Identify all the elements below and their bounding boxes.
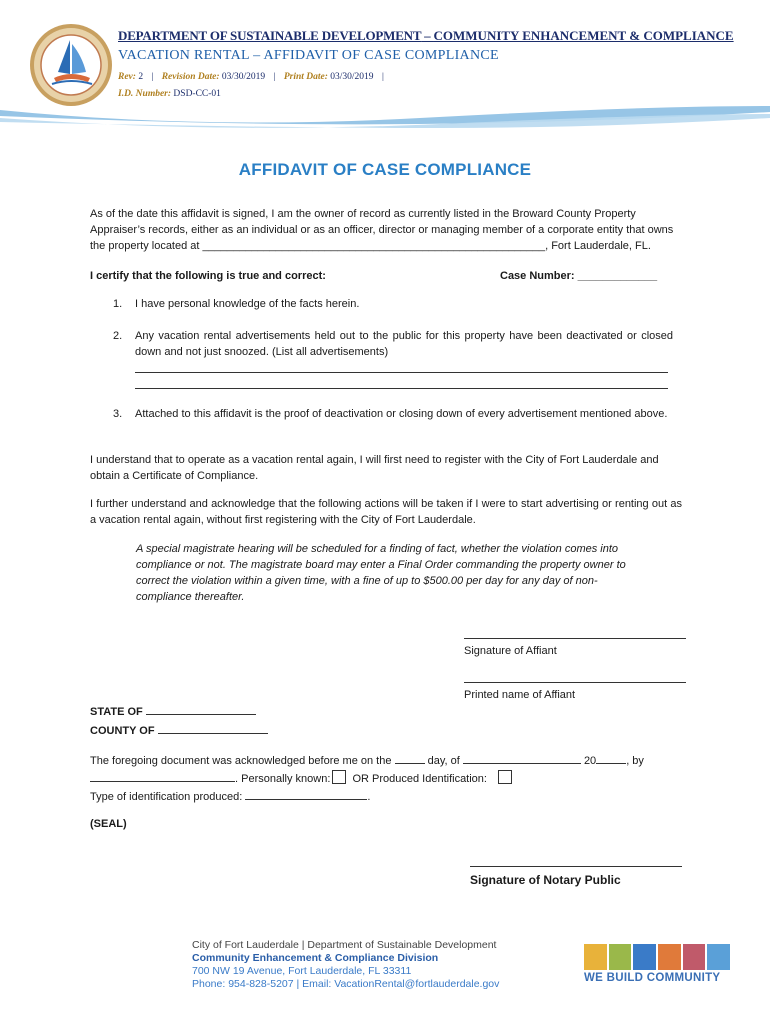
advertisement-line[interactable] <box>135 388 668 389</box>
ack-text: OR Produced Identification: <box>352 773 487 785</box>
affiant-signature-block <box>464 638 686 657</box>
id-type-label: Type of identification produced: <box>90 791 243 803</box>
certify-statement: I certify that the following is true and correct: <box>90 270 326 282</box>
print-date-label: Print Date: <box>283 72 328 82</box>
revision-date-value: 03/30/2019 <box>221 72 266 82</box>
separator: | <box>151 72 154 82</box>
affiant-printed-name-line[interactable] <box>464 682 686 683</box>
rev-value: 2 <box>138 72 144 82</box>
affiant-printed-name-block <box>464 682 686 701</box>
owner-statement: As of the date this affidavit is signed, I am the owner of record as currently listed in the Broward County Property Appraiser’s records, either as an individual or as an officer, director or managing member of a corporate entity that owns the property located at ________________________________________________________, Fort Lauderdale, FL. <box>90 208 674 252</box>
document-title: VACATION RENTAL – AFFIDAVIT OF CASE COMPLIANCE <box>118 48 499 63</box>
affiant-signature-label: Signature of Affiant <box>464 645 557 657</box>
ack-row-1 <box>90 752 690 770</box>
footer-contact <box>192 939 552 991</box>
state-field[interactable] <box>146 703 256 715</box>
notary-signature-line[interactable] <box>470 866 682 867</box>
header-text <box>118 28 758 99</box>
item-number: 2. <box>113 330 123 342</box>
id-label: I.D. Number: <box>118 89 172 99</box>
we-build-community-logo <box>584 944 730 986</box>
ack-text: day, of <box>427 755 460 767</box>
department-name: DEPARTMENT OF SUSTAINABLE DEVELOPMENT <box>118 28 422 43</box>
rev-label: Rev: <box>118 72 136 82</box>
affiant-printed-name-label: Printed name of Affiant <box>464 689 576 701</box>
case-number-field[interactable]: Case Number: _____________ <box>500 270 658 282</box>
revision-date-label: Revision Date: <box>161 72 220 82</box>
brand-tile-icon <box>609 944 632 970</box>
affiant-signature-line[interactable] <box>464 638 686 639</box>
acknowledge-statement: I further understand and acknowledge that the following actions will be taken if I were to start advertising or renting out as a vacation rental again, without first registering with the City of Fort Lauderdale. <box>90 498 682 526</box>
ack-text: . Personally known: <box>235 773 331 785</box>
brand-tiles <box>584 944 730 970</box>
revision-meta <box>118 72 758 82</box>
brand-tile-icon <box>707 944 730 970</box>
personally-known-checkbox[interactable] <box>332 770 346 784</box>
ack-text: The foregoing document was acknowledged before me on the <box>90 755 392 767</box>
separator: | <box>381 72 384 82</box>
month-field[interactable] <box>463 752 581 764</box>
name-field[interactable] <box>90 770 235 782</box>
brand-tile-icon <box>584 944 607 970</box>
understand-statement: I understand that to operate as a vacation rental again, I will first need to register with the City of Fort Lauderdale and obtain a Certificate of Compliance. <box>90 454 659 482</box>
division-name: COMMUNITY ENHANCEMENT & COMPLIANCE <box>433 28 734 43</box>
list-item <box>113 406 673 422</box>
footer-city-line: City of Fort Lauderdale | Department of Sustainable Development <box>192 939 497 951</box>
affidavit-title: AFFIDAVIT OF CASE COMPLIANCE <box>238 160 532 179</box>
state-row <box>90 703 268 722</box>
separator: | <box>273 72 276 82</box>
advertisement-line[interactable] <box>135 372 668 373</box>
acknowledgement-block <box>90 752 690 806</box>
brand-tile-icon <box>633 944 656 970</box>
ack-row-2 <box>90 770 690 788</box>
item-text: I have personal knowledge of the facts herein. <box>135 298 360 310</box>
state-county-block <box>90 703 268 741</box>
heading-dash: – <box>421 28 434 43</box>
footer-address-line: 700 NW 19 Avenue, Fort Lauderdale, FL 33311 <box>192 965 412 977</box>
item-text: Any vacation rental advertisements held out to the public for this property have been deactivated or closed down and not just snoozed. (List all advertisements) <box>135 330 673 358</box>
item-number: 1. <box>113 298 123 310</box>
county-field[interactable] <box>158 722 268 734</box>
brand-tile-icon <box>658 944 681 970</box>
list-item <box>113 328 673 360</box>
brand-slogan: WE BUILD COMMUNITY <box>584 972 721 984</box>
brand-tile-icon <box>683 944 706 970</box>
day-field[interactable] <box>395 752 425 764</box>
id-value: DSD-CC-01 <box>173 89 221 99</box>
item-number: 3. <box>113 408 123 420</box>
header-wave-decoration <box>0 96 770 136</box>
notary-signature-label: Signature of Notary Public <box>470 873 621 887</box>
footer-division-line: Community Enhancement & Compliance Division <box>192 952 439 964</box>
list-item <box>113 296 673 312</box>
item-text: Attached to this affidavit is the proof of deactivation or closing down of every advertisement mentioned above. <box>135 408 668 420</box>
state-label: STATE OF <box>90 706 143 718</box>
county-row <box>90 722 268 741</box>
ack-text: 20 <box>583 755 597 767</box>
produced-id-checkbox[interactable] <box>498 770 512 784</box>
magistrate-notice: A special magistrate hearing will be scheduled for a finding of fact, whether the violation comes into compliance or not. The magistrate board may enter a Final Order commanding the property owner to correct the violation within a given time, with a fine of up to $500.00 per day for any day of non-compliance thereafter. <box>136 543 626 603</box>
ack-row-3: Type of identification produced: . <box>90 788 690 806</box>
department-heading <box>118 28 758 44</box>
id-type-field[interactable] <box>245 788 367 800</box>
seal-label: (SEAL) <box>90 818 127 830</box>
footer-phone-email-line: Phone: 954-828-5207 | Email: VacationRental@fortlauderdale.gov <box>192 978 500 990</box>
county-label: COUNTY OF <box>90 725 155 737</box>
ack-text: , by <box>626 755 644 767</box>
print-date-value: 03/30/2019 <box>330 72 374 82</box>
notary-signature-block <box>470 866 682 887</box>
year-field[interactable] <box>596 752 626 764</box>
